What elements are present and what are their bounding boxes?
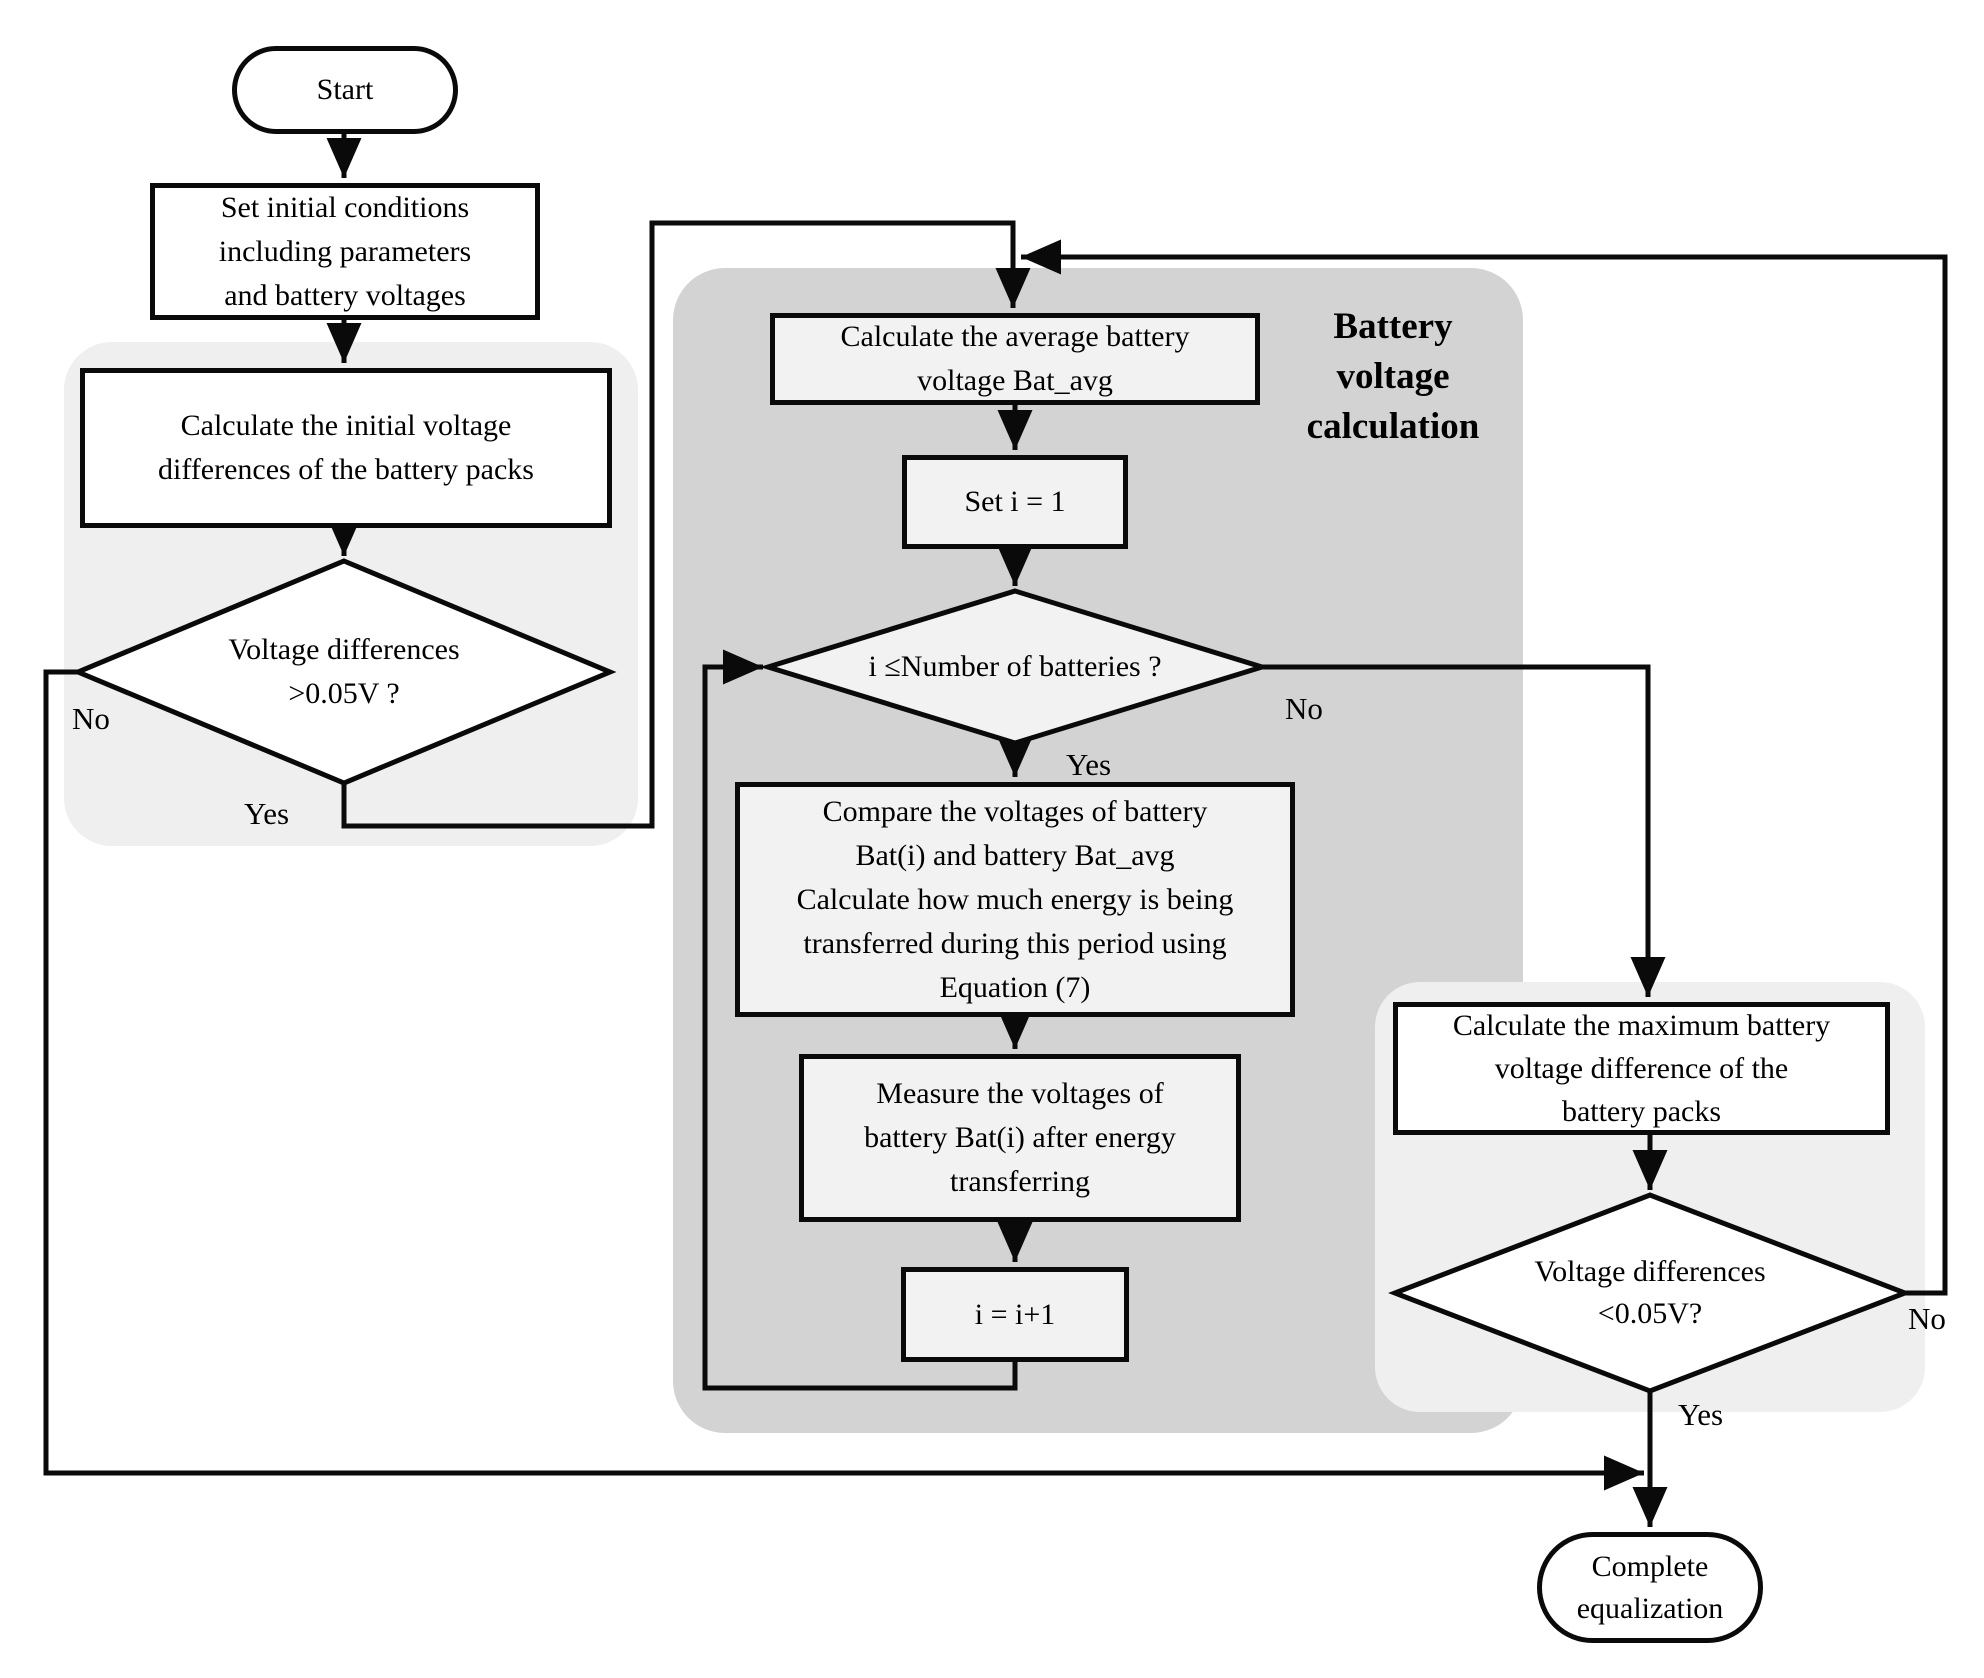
decision-initial-text (144, 612, 544, 732)
increment-process (901, 1267, 1129, 1362)
calc-avg-process (770, 313, 1260, 405)
end-terminal (1537, 1532, 1763, 1643)
decision-final-line: Voltage differences (1534, 1255, 1766, 1288)
decision-final-line: <0.05V? (1597, 1297, 1703, 1330)
calc-initial-line: differences of the battery packs (158, 453, 534, 486)
loop-no-label: No (1285, 691, 1323, 726)
set-i-label: Set i = 1 (964, 485, 1066, 518)
initial-no-label: No (72, 701, 110, 736)
loop-yes-label: Yes (1066, 747, 1112, 782)
region-caption-line: Battery (1333, 306, 1453, 347)
decision-final-text (1450, 1237, 1850, 1349)
region-caption (1283, 302, 1503, 452)
final-yes-label: Yes (1678, 1397, 1724, 1432)
compare-line: Compare the voltages of battery (822, 794, 1208, 828)
decision-initial-line: >0.05V ? (288, 677, 400, 710)
set-i-process (902, 455, 1128, 549)
calc-max-line: Calculate the maximum battery (1452, 1009, 1831, 1042)
calc-max-line: voltage difference of the (1494, 1052, 1789, 1085)
calc-max-line: battery packs (1561, 1095, 1722, 1128)
calc-avg-line: Calculate the average battery (840, 320, 1190, 353)
end-line: Complete (1591, 1549, 1709, 1583)
calc-initial-process (80, 368, 612, 528)
calc-max-process (1393, 1002, 1890, 1135)
end-line: equalization (1576, 1591, 1724, 1625)
measure-line: Measure the voltages of (876, 1077, 1164, 1110)
region-caption-line: calculation (1306, 406, 1480, 447)
compare-line: Calculate how much energy is being (796, 882, 1234, 916)
final-no-label: No (1908, 1301, 1946, 1336)
init-line: and battery voltages (224, 278, 466, 312)
compare-line: Bat(i) and battery Bat_avg (855, 838, 1175, 872)
compare-line: Equation (7) (939, 970, 1091, 1004)
decision-loop-line: i ≤Number of batteries ? (868, 650, 1162, 683)
start-label: Start (316, 73, 374, 106)
init-line: including parameters (218, 234, 472, 268)
compare-line: transferred during this period using (803, 926, 1227, 960)
decision-loop-text (790, 640, 1240, 694)
init-process (150, 183, 540, 320)
init-line: Set initial conditions (220, 190, 470, 224)
measure-line: transferring (950, 1165, 1090, 1198)
region-caption-line: voltage (1336, 356, 1450, 397)
measure-process (799, 1054, 1241, 1222)
measure-line: battery Bat(i) after energy (864, 1121, 1176, 1154)
start-terminal (232, 46, 458, 134)
initial-yes-label: Yes (244, 796, 290, 831)
calc-initial-line: Calculate the initial voltage (180, 409, 512, 442)
decision-initial-line: Voltage differences (228, 633, 460, 666)
compare-process (735, 782, 1295, 1017)
increment-label: i = i+1 (974, 1297, 1056, 1331)
calc-avg-line: voltage Bat_avg (917, 364, 1113, 397)
